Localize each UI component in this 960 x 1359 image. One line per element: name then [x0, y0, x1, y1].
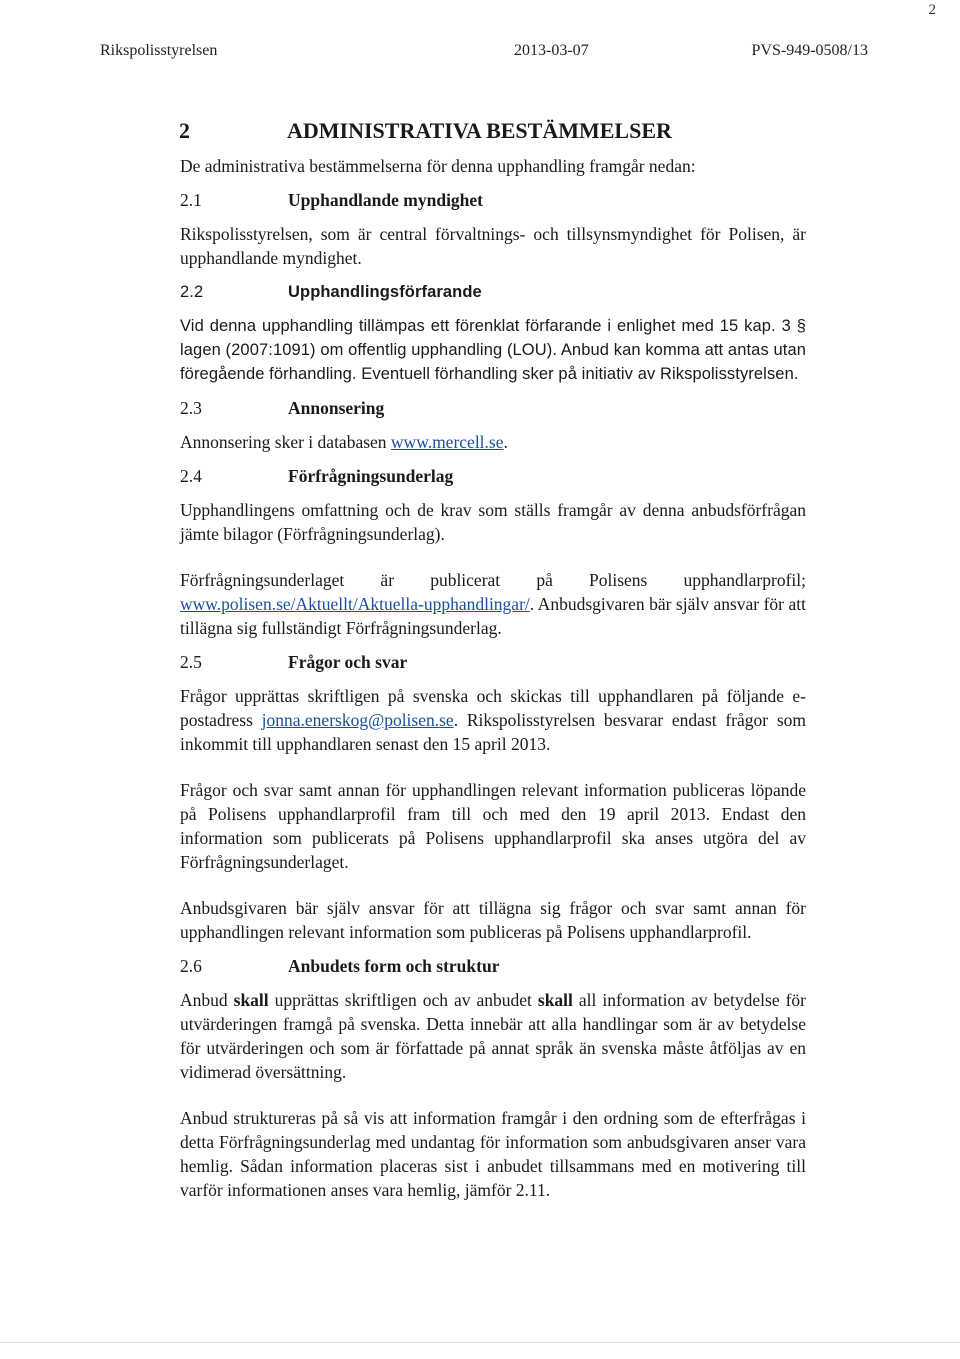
subsection-heading-2-3	[180, 396, 806, 420]
text: Annonsering sker i databasen	[180, 432, 391, 452]
polisen-upphandlingar-link[interactable]: www.polisen.se/Aktuellt/Aktuella-upphandlingar/	[180, 594, 530, 614]
subsection-heading-2-1	[180, 188, 806, 212]
section-intro: De administrativa bestämmelserna för denna upphandling framgår nedan:	[180, 156, 696, 176]
subsection-title: Förfrågningsunderlag	[288, 466, 454, 486]
subsection-title: Upphandlande myndighet	[288, 190, 484, 210]
document-body	[180, 116, 806, 1212]
section-number: 2	[179, 118, 190, 143]
text: Frågor upprättas skriftligen på svenska och skickas till upphandlaren på följande e-postadress	[180, 686, 806, 730]
page-number: 2	[928, 2, 936, 18]
text: .	[503, 432, 508, 452]
paragraph	[180, 988, 806, 1084]
text: Förfrågningsunderlaget är publicerat på Polisens upphandlarprofil;	[180, 570, 806, 590]
paragraph	[180, 568, 806, 640]
subsection-number: 2.5	[180, 652, 202, 672]
subsection-heading-2-4	[180, 464, 806, 488]
section-title: ADMINISTRATIVA BESTÄMMELSER	[287, 118, 672, 143]
subsection-number: 2.2	[180, 283, 204, 301]
header-date: 2013-03-07	[514, 42, 589, 59]
email-link[interactable]: jonna.enerskog@polisen.se	[261, 710, 454, 730]
subsection-heading-2-2	[180, 280, 806, 304]
paragraph: Upphandlingens omfattning och de krav som ställs framgår av denna anbudsförfrågan jämte bilagor (Förfrågningsunderlag).	[180, 500, 806, 544]
emphasis: skall	[233, 990, 269, 1010]
subsection-number: 2.1	[180, 190, 202, 210]
subsection-title: Frågor och svar	[288, 652, 408, 672]
text: upprättas skriftligen och av anbudet	[268, 990, 538, 1010]
paragraph: Vid denna upphandling tillämpas ett förenklat förfarande i enlighet med 15 kap. 3 § lagen (2007:1091) om offentlig upphandling (LOU). Anbud kan komma att antas utan föregående förhandling. Eventuell förhandling sker på initiativ av Rikspolisstyrelsen.	[180, 317, 806, 383]
subsection-heading-2-5	[180, 650, 806, 674]
text: Anbud	[180, 990, 234, 1010]
paragraph	[180, 430, 806, 454]
subsection-title: Annonsering	[288, 398, 385, 418]
section-heading	[179, 116, 806, 146]
subsection-title: Anbudets form och struktur	[288, 956, 500, 976]
subsection-title: Upphandlingsförfarande	[288, 283, 482, 301]
subsection-number: 2.4	[180, 466, 202, 486]
text: . Rikspolisstyrelsen besvarar endast frågor som inkommit till upphandlaren senast den 15 april 2013.	[180, 710, 807, 754]
paragraph: Anbudsgivaren bär själv ansvar för att tillägna sig frågor och svar samt annan för upphandlingen relevant information som publiceras på Polisens upphandlarprofil.	[180, 898, 806, 942]
footer-divider	[0, 1342, 960, 1343]
header-organization: Rikspolisstyrelsen	[100, 42, 218, 59]
subsection-number: 2.3	[180, 398, 202, 418]
header-reference: PVS-949-0508/13	[751, 42, 868, 59]
subsection-number: 2.6	[180, 956, 202, 976]
paragraph	[180, 684, 806, 756]
paragraph: Frågor och svar samt annan för upphandlingen relevant information publiceras löpande på Polisens upphandlarprofil fram till och med den 19 april 2013. Endast den information som publicerats på Polisens upphandlarprofil ska anses utgöra del av Förfrågningsunderlaget.	[180, 780, 806, 872]
paragraph: Anbud struktureras på så vis att information framgår i den ordning som de efterfrågas i detta Förfrågningsunderlag med undantag för information som anbudsgivaren anser vara hemlig. Sådan information placeras sist i anbudet tillsammans med en motivering till varför informationen anses vara hemlig, jämför 2.11.	[180, 1108, 806, 1200]
subsection-heading-2-6	[180, 954, 806, 978]
text: . Anbudsgivaren bär själv ansvar för att tillägna sig fullständigt Förfrågningsunderlag.	[180, 594, 806, 638]
mercell-link[interactable]: www.mercell.se	[390, 432, 504, 452]
emphasis: skall	[537, 990, 573, 1010]
text: all information av betydelse för utvärderingen framgå på svenska. Detta innebär att alla handlingar som är av betydelse för utvärderingen och som är författade på annat språk än svenska måste åtföljas av en vidimerad översättning.	[180, 990, 807, 1082]
paragraph: Rikspolisstyrelsen, som är central förvaltnings- och tillsynsmyndighet för Polisen, är upphandlande myndighet.	[180, 224, 806, 268]
